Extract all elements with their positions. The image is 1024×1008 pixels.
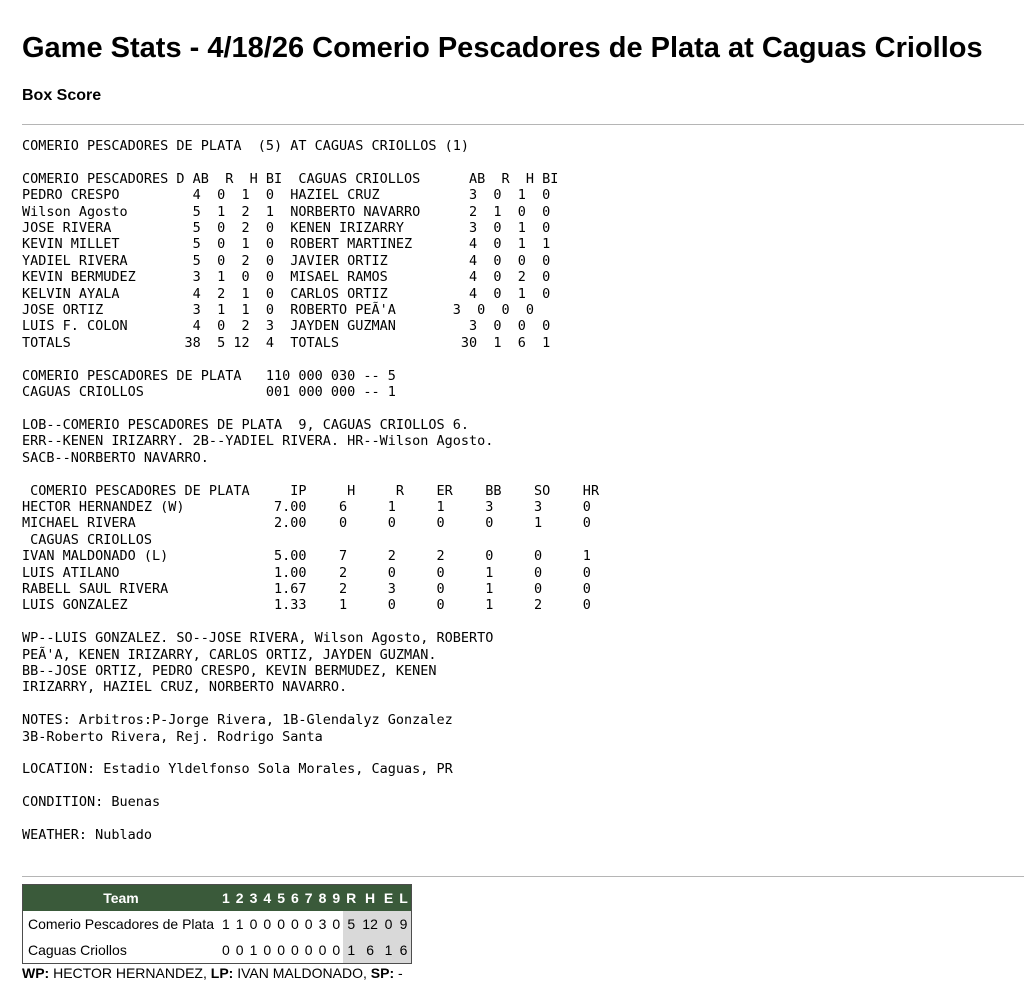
- box-score-line: KEVIN MILLET 5 0 1 0 ROBERT MARTINEZ 4 0 1 1: [22, 236, 551, 253]
- divider-top: [22, 124, 1024, 125]
- hits-total: 6: [359, 937, 381, 964]
- box-score-line: CAGUAS CRIOLLOS: [22, 531, 153, 548]
- box-score-line: BB--JOSE ORTIZ, PEDRO CRESPO, KEVIN BERMUDEZ, KENEN: [22, 663, 437, 679]
- lp-value: IVAN MALDONADO,: [233, 965, 371, 981]
- box-score-line: LUIS F. COLON 4 0 2 3 JAYDEN GUZMAN 3 0 0 0: [22, 318, 551, 335]
- box-score-line: KEVIN BERMUDEZ 3 1 0 0 MISAEL RAMOS 4 0 2 0: [22, 269, 551, 286]
- box-score-line: PEÃ'A, KENEN IRIZARRY, CARLOS ORTIZ, JAYDEN GUZMAN.: [22, 646, 437, 663]
- header-inning-2: 2: [233, 885, 247, 912]
- header-inning-5: 5: [274, 885, 288, 912]
- lob-total: 9: [396, 911, 411, 937]
- box-score-line: MICHAEL RIVERA 2.00 0 0 0 0 1 0: [22, 515, 591, 532]
- box-score-line: JOSE ORTIZ 3 1 1 0 ROBERTO PEÃ'A 3 0 0 0: [22, 302, 535, 319]
- header-inning-1: 1: [219, 885, 233, 912]
- header-team: Team: [23, 885, 220, 912]
- header-errors: E: [381, 885, 396, 912]
- inning-score: 1: [249, 942, 258, 958]
- box-score-line: COMERIO PESCADORES DE PLATA 110 000 030 -- 5: [22, 367, 396, 384]
- team-name: Caguas Criollos: [28, 942, 127, 958]
- page-title: Game Stats - 4/18/26 Comerio Pescadores de Plata at Caguas Criollos: [22, 32, 983, 64]
- box-score-line: 3B-Roberto Rivera, Rej. Rodrigo Santa: [22, 728, 323, 745]
- box-score-line: WEATHER: Nublado: [22, 827, 153, 844]
- box-score-line: YADIEL RIVERA 5 0 2 0 JAVIER ORTIZ 4 0 0 0: [22, 252, 551, 269]
- wp-label: WP:: [22, 965, 50, 981]
- linescore-row-home: [23, 937, 412, 964]
- box-score-line: HECTOR HERNANDEZ (W) 7.00 6 1 1 3 3 0: [22, 498, 591, 515]
- errors-total: 1: [381, 937, 396, 964]
- inning-score: 0: [235, 942, 244, 958]
- box-score-line: NOTES: Arbitros:P-Jorge Rivera, 1B-Glendalyz Gonzalez: [22, 712, 453, 729]
- box-score-line: LOCATION: Estadio Yldelfonso Sola Morales, Caguas, PR: [22, 761, 453, 778]
- inning-score: 0: [304, 916, 313, 932]
- box-score-line: CONDITION: Buenas: [22, 794, 161, 811]
- box-score-line: LUIS GONZALEZ 1.33 1 0 0 1 2 0: [22, 597, 591, 614]
- divider-bottom: [22, 876, 1024, 877]
- box-score-line: LOB--COMERIO PESCADORES DE PLATA 9, CAGUAS CRIOLLOS 6.: [22, 416, 470, 433]
- header-inning-8: 8: [316, 885, 330, 912]
- inning-score: 1: [222, 916, 230, 932]
- box-score-line: KELVIN AYALA 4 2 1 0 CARLOS ORTIZ 4 0 1 0: [22, 285, 551, 302]
- lp-label: LP:: [210, 965, 234, 981]
- inning-score: 0: [290, 942, 299, 958]
- team-name: Comerio Pescadores de Plata: [28, 916, 214, 932]
- inning-score: 0: [263, 916, 272, 932]
- linescore-header-row: [23, 885, 412, 912]
- box-score-text: [22, 138, 599, 843]
- box-score-line: COMERIO PESCADORES DE PLATA (5) AT CAGUAS CRIOLLOS (1): [22, 138, 470, 154]
- header-inning-7: 7: [302, 885, 316, 912]
- box-score-line: COMERIO PESCADORES DE PLATA IP H R ER BB SO HR: [22, 482, 600, 499]
- inning-score: 0: [332, 916, 341, 932]
- inning-score: 0: [263, 942, 272, 958]
- header-inning-6: 6: [288, 885, 302, 912]
- inning-score: 0: [304, 942, 313, 958]
- wp-value: HECTOR HERNANDEZ,: [49, 965, 211, 981]
- header-runs: R: [343, 885, 359, 912]
- errors-total: 0: [381, 911, 396, 937]
- box-score-line: JOSE RIVERA 5 0 2 0 KENEN IRIZARRY 3 0 1 0: [22, 220, 551, 237]
- pitching-decisions: [22, 964, 403, 982]
- inning-score: 0: [222, 942, 230, 958]
- sp-label: SP:: [370, 965, 395, 981]
- runs-total: 1: [343, 937, 359, 964]
- inning-score: 0: [290, 916, 299, 932]
- inning-score: 0: [249, 916, 258, 932]
- lob-total: 6: [396, 937, 411, 964]
- header-inning-3: 3: [247, 885, 261, 912]
- inning-score: 0: [318, 942, 327, 958]
- section-title: Box Score: [22, 87, 102, 104]
- inning-score: 3: [318, 916, 327, 932]
- box-score-line: WP--LUIS GONZALEZ. SO--JOSE RIVERA, Wilson Agosto, ROBERTO: [22, 630, 494, 647]
- inning-score: 1: [235, 916, 244, 932]
- box-score-line: COMERIO PESCADORES D AB R H BI CAGUAS CRIOLLOS AB R H BI: [22, 170, 559, 187]
- box-score-line: LUIS ATILANO 1.00 2 0 0 1 0 0: [22, 564, 591, 581]
- runs-total: 5: [343, 911, 359, 937]
- linescore-row-away: [23, 911, 412, 937]
- inning-score: 0: [277, 916, 285, 932]
- sp-value: -: [394, 965, 403, 981]
- hits-total: 12: [359, 911, 381, 937]
- box-score-line: SACB--NORBERTO NAVARRO.: [22, 449, 209, 466]
- linescore-table: [22, 884, 412, 964]
- box-score-line: IVAN MALDONADO (L) 5.00 7 2 2 0 0 1: [22, 548, 591, 565]
- box-score-line: Wilson Agosto 5 1 2 1 NORBERTO NAVARRO 2 1 0 0: [22, 203, 551, 220]
- header-inning-9: 9: [329, 885, 343, 912]
- header-lob: L: [396, 885, 411, 912]
- box-score-line: CAGUAS CRIOLLOS 001 000 000 -- 1: [22, 384, 396, 401]
- header-hits: H: [359, 885, 381, 912]
- box-score-line: TOTALS 38 5 12 4 TOTALS 30 1 6 1: [22, 334, 551, 351]
- box-score-line: IRIZARRY, HAZIEL CRUZ, NORBERTO NAVARRO.: [22, 679, 348, 696]
- inning-score: 0: [277, 942, 285, 958]
- box-score-line: PEDRO CRESPO 4 0 1 0 HAZIEL CRUZ 3 0 1 0: [22, 187, 551, 204]
- inning-score: 0: [332, 942, 341, 958]
- box-score-line: RABELL SAUL RIVERA 1.67 2 3 0 1 0 0: [22, 580, 591, 597]
- header-inning-4: 4: [260, 885, 274, 912]
- box-score-line: ERR--KENEN IRIZARRY. 2B--YADIEL RIVERA. HR--Wilson Agosto.: [22, 433, 494, 450]
